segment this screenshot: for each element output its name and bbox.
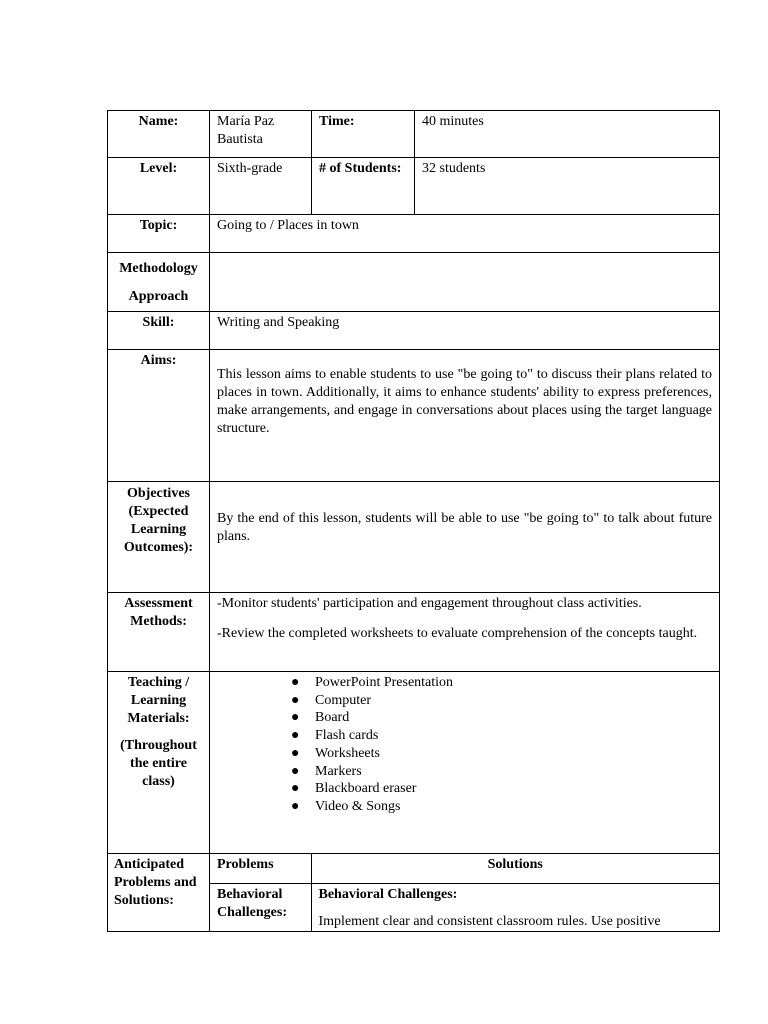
- material-item: [291, 780, 712, 798]
- materials-list: [217, 674, 712, 816]
- row-assessment: [108, 593, 720, 672]
- row-name-time: [108, 111, 720, 158]
- problem-behavioral: Behavioral Challenges:: [210, 883, 311, 931]
- material-item: [291, 798, 712, 816]
- aims-label: Aims:: [108, 350, 210, 482]
- bullet-icon: ●: [291, 728, 300, 744]
- bullet-icon: ●: [291, 675, 300, 690]
- material-item-label: Flash cards: [315, 728, 379, 744]
- materials-label-cell: [108, 672, 210, 854]
- students-value: 32 students: [415, 158, 720, 215]
- material-item: [291, 709, 712, 727]
- students-label: # of Students:: [312, 158, 415, 215]
- bullet-icon: ●: [291, 763, 300, 779]
- material-item: [291, 674, 712, 692]
- problems-header: Problems: [210, 854, 311, 883]
- skill-value: Writing and Speaking: [210, 312, 720, 350]
- row-topic: [108, 215, 720, 253]
- methodology-label: [108, 253, 210, 312]
- topic-label: Topic:: [108, 215, 210, 253]
- methodology-label-line2: Approach: [128, 289, 189, 304]
- problems-solutions-table: [210, 854, 719, 931]
- name-value: María Paz Bautista: [210, 111, 312, 158]
- bullet-icon: ●: [291, 745, 300, 761]
- behavioral-row: [210, 883, 719, 931]
- aims-value: This lesson aims to enable students to use "be going to" to discuss their plans related to places in town. Additionally, it aims to enhance students' ability to express preferences, make arrangements, and engage in conversations about places using the target language structure.: [210, 350, 720, 482]
- assessment-value: [210, 593, 720, 672]
- row-materials: [108, 672, 720, 854]
- methodology-value: [210, 253, 720, 312]
- assessment-item-1: -Monitor students' participation and engagement throughout class activities.: [217, 596, 642, 611]
- anticipated-cell: [210, 854, 720, 932]
- assessment-item-2: -Review the completed worksheets to evaluate comprehension of the concepts taught.: [217, 626, 698, 641]
- name-label: Name:: [108, 111, 210, 158]
- lesson-plan-table: [107, 110, 720, 932]
- material-item-label: Board: [315, 710, 350, 726]
- material-item-label: Markers: [315, 763, 362, 779]
- assessment-label: Assessment Methods:: [108, 593, 210, 672]
- problems-solutions-header-row: [210, 854, 719, 883]
- level-value: Sixth-grade: [210, 158, 312, 215]
- time-value: 40 minutes: [415, 111, 720, 158]
- skill-label: Skill:: [108, 312, 210, 350]
- materials-label: Teaching / Learning Materials:: [127, 675, 190, 726]
- row-objectives: [108, 482, 720, 593]
- row-aims: [108, 350, 720, 482]
- material-item-label: Video & Songs: [315, 798, 401, 814]
- solution-behavioral-text: Implement clear and consistent classroom rules. Use positive: [318, 913, 661, 929]
- material-item-label: Blackboard eraser: [315, 781, 417, 797]
- materials-note: (Throughout the entire class): [120, 738, 197, 789]
- solutions-header: Solutions: [311, 854, 719, 883]
- topic-value: Going to / Places in town: [210, 215, 720, 253]
- level-label: Level:: [108, 158, 210, 215]
- material-item-label: Worksheets: [315, 745, 380, 761]
- row-skill: [108, 312, 720, 350]
- time-label: Time:: [312, 111, 415, 158]
- objectives-value: By the end of this lesson, students will be able to use "be going to" to talk about future plans.: [210, 482, 720, 593]
- material-item-label: Computer: [315, 692, 371, 708]
- methodology-label-line1: Methodology: [119, 261, 198, 276]
- bullet-icon: ●: [291, 781, 300, 797]
- row-methodology: [108, 253, 720, 312]
- objectives-label: Objectives (Expected Learning Outcomes):: [108, 482, 210, 593]
- solution-behavioral: [311, 883, 719, 931]
- material-item: [291, 727, 712, 745]
- material-item: [291, 745, 712, 763]
- material-item: [291, 692, 712, 710]
- row-level-students: [108, 158, 720, 215]
- materials-list-cell: [210, 672, 720, 854]
- material-item: [291, 763, 712, 781]
- row-anticipated: [108, 854, 720, 932]
- material-item-label: PowerPoint Presentation: [315, 675, 454, 690]
- bullet-icon: ●: [291, 798, 300, 814]
- solution-behavioral-title: Behavioral Challenges:: [318, 886, 458, 902]
- anticipated-label: Anticipated Problems and Solutions:: [108, 854, 210, 932]
- bullet-icon: ●: [291, 710, 300, 726]
- bullet-icon: ●: [291, 692, 300, 708]
